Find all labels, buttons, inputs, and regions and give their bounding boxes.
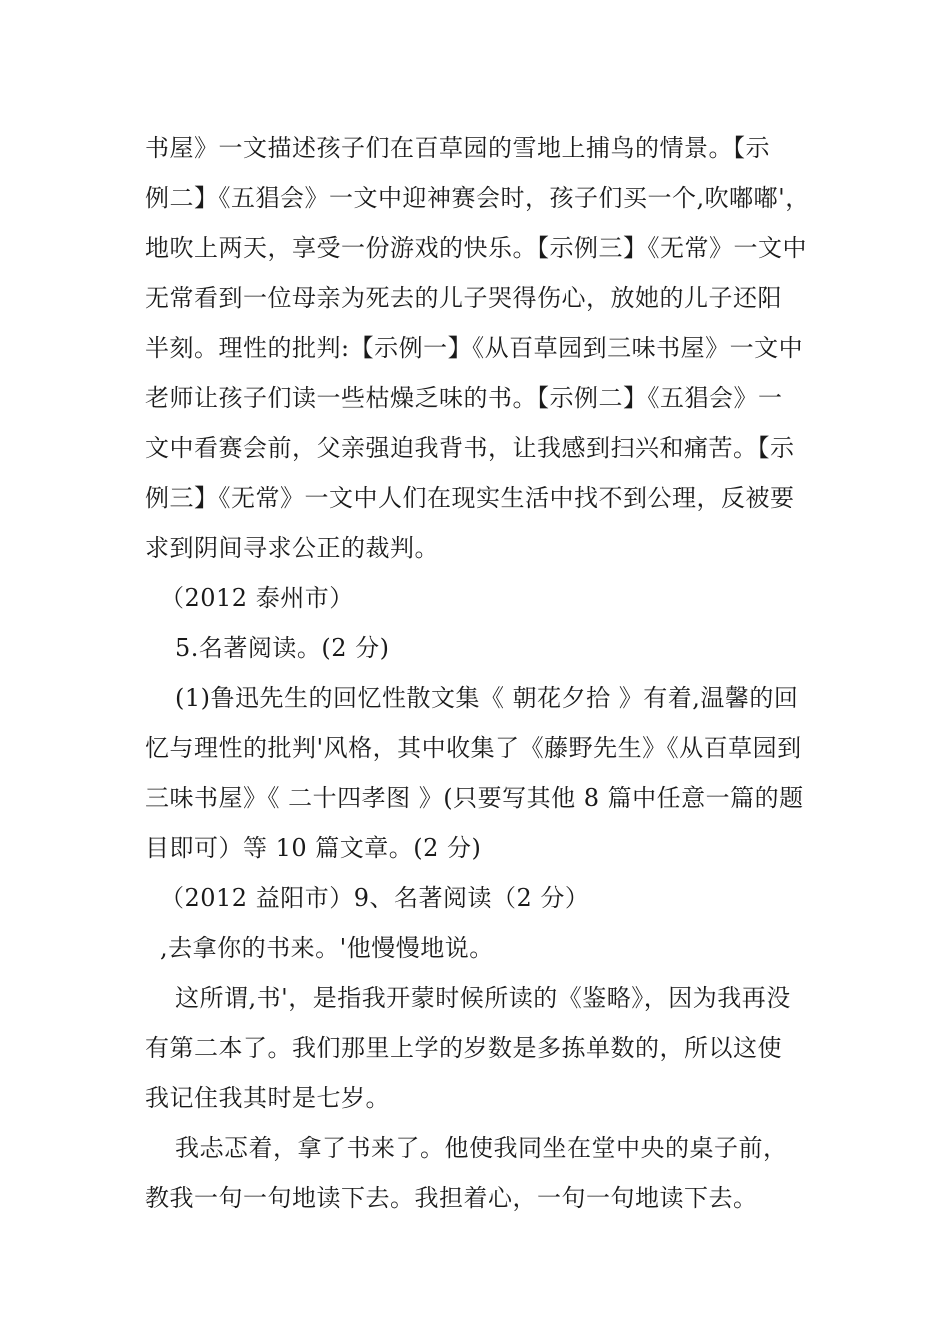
text-line: 老师让孩子们读一些枯燥乏味的书。【示例二】《五猖会》一 xyxy=(145,384,783,412)
text-line: 忆与理性的批判'风格，其中收集了《藤野先生》《从百草园到 xyxy=(145,734,802,762)
text-line: 我记住我其时是七岁。 xyxy=(145,1084,390,1112)
text-line: 例二】《五猖会》一文中迎神赛会时，孩子们买一个,吹嘟嘟'， xyxy=(145,184,810,212)
question-heading: 5.名著阅读。(2 分) xyxy=(175,634,390,662)
text-line: 无常看到一位母亲为死去的儿子哭得伤心，放她的儿子还阳 xyxy=(145,284,782,312)
text-line: 我忐忑着，拿了书来了。他使我同坐在堂中央的桌子前， xyxy=(175,1134,788,1162)
text-line: 求到阴间寻求公正的裁判。 xyxy=(145,534,439,562)
text-line: 地吹上两天，享受一份游戏的快乐。【示例三】《无常》一文中 xyxy=(145,234,807,262)
text-line: 教我一句一句地读下去。我担着心，一句一句地读下去。 xyxy=(145,1184,758,1212)
text-line: ,去拿你的书来。'他慢慢地说。 xyxy=(160,934,494,962)
source-heading: （2012 益阳市）9、名著阅读（2 分） xyxy=(160,884,590,912)
text-line: 目即可）等 10 篇文章。(2 分) xyxy=(145,834,482,862)
text-line: 这所谓,书'，是指我开蒙时候所读的《鉴略》，因为我再没 xyxy=(175,984,791,1012)
text-line: (1)鲁迅先生的回忆性散文集《 朝花夕拾 》有着,温馨的回 xyxy=(175,684,799,712)
text-line: 有第二本了。我们那里上学的岁数是多拣单数的，所以这使 xyxy=(145,1034,782,1062)
source-heading: （2012 泰州市） xyxy=(160,584,354,612)
text-line: 书屋》一文描述孩子们在百草园的雪地上捕鸟的情景。【示 xyxy=(145,134,770,162)
text-line: 三味书屋》《 二十四孝图 》(只要写其他 8 篇中任意一篇的题 xyxy=(145,784,804,812)
text-line: 文中看赛会前，父亲强迫我背书，让我感到扫兴和痛苦。【示 xyxy=(145,434,795,462)
text-line: 例三】《无常》一文中人们在现实生活中找不到公理，反被要 xyxy=(145,484,795,512)
text-line: 半刻。理性的批判:【示例一】《从百草园到三味书屋》一文中 xyxy=(145,334,804,362)
